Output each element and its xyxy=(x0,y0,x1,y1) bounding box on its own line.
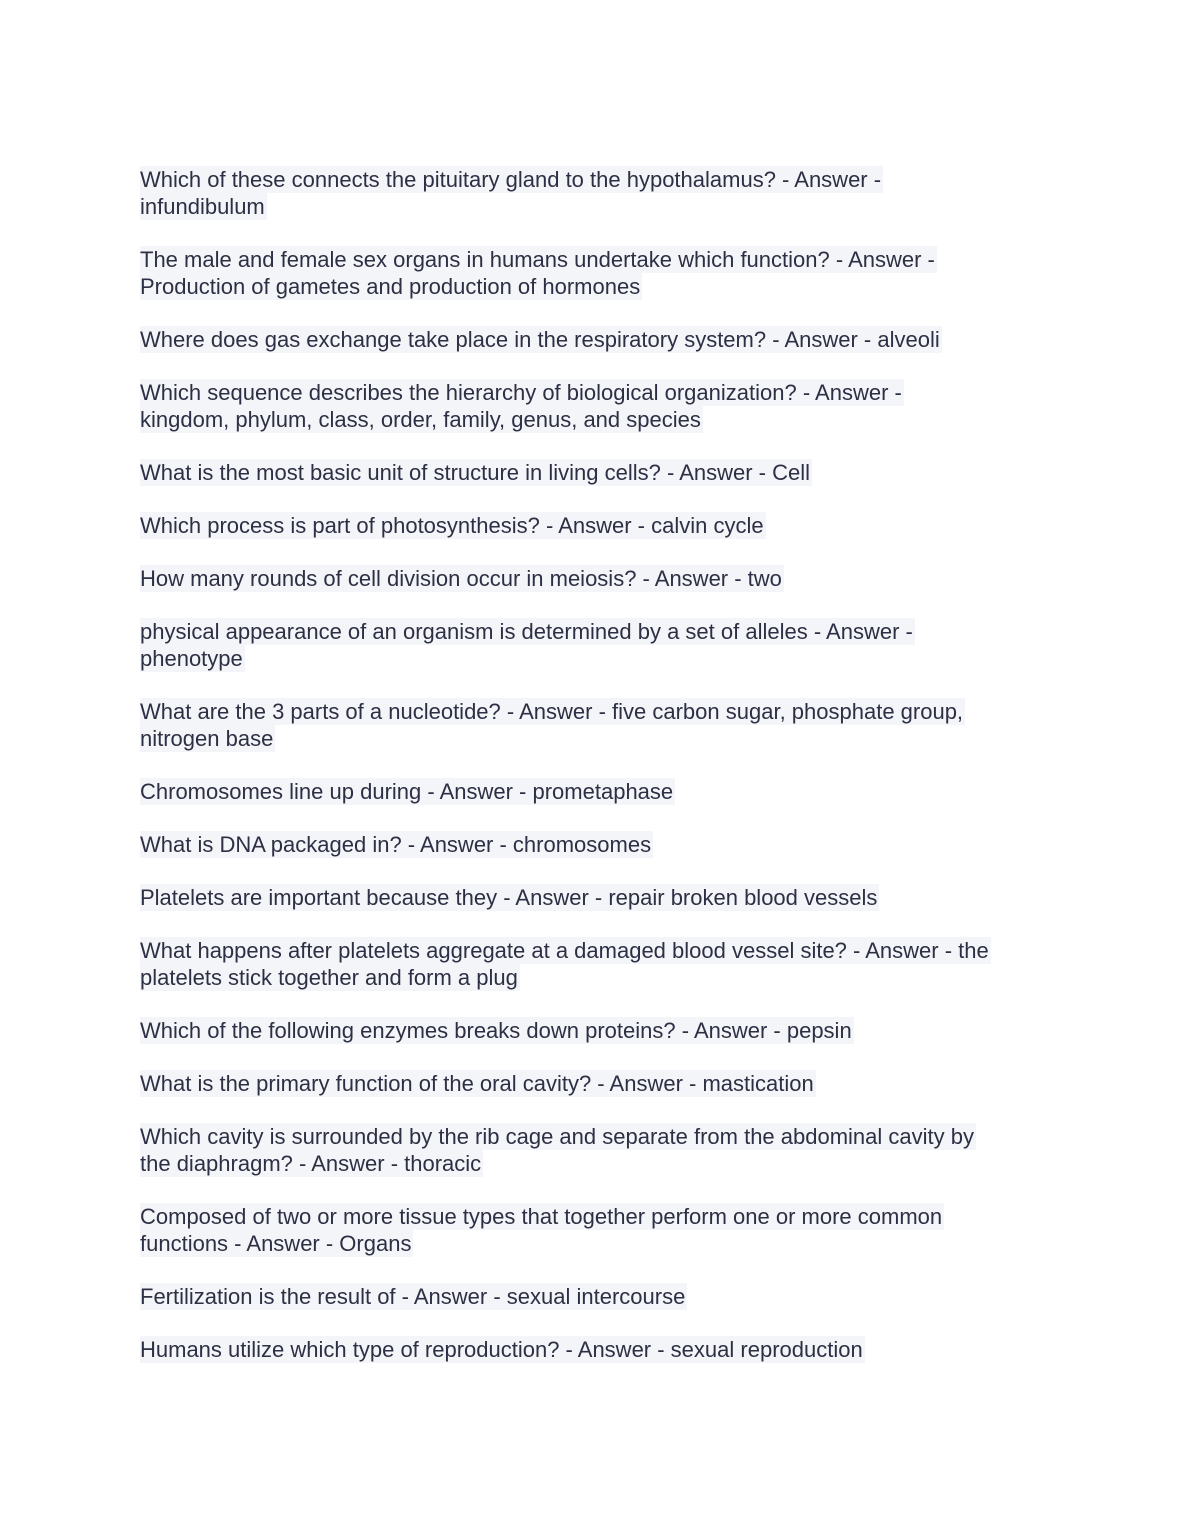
qa-text-line: Which cavity is surrounded by the rib cage and separate from the abdominal cavity by xyxy=(140,1124,974,1149)
qa-text-line: What is DNA packaged in? - Answer - chromosomes xyxy=(140,832,652,857)
qa-item xyxy=(140,1283,1050,1310)
qa-text-line: nitrogen base xyxy=(140,726,274,751)
qa-item xyxy=(140,1017,1050,1044)
qa-text-line: platelets stick together and form a plug xyxy=(140,965,518,990)
qa-item xyxy=(140,246,1050,300)
qa-text-line: What is the most basic unit of structure in living cells? - Answer - Cell xyxy=(140,460,811,485)
qa-text-line: functions - Answer - Organs xyxy=(140,1231,412,1256)
qa-text-line: Chromosomes line up during - Answer - prometaphase xyxy=(140,779,674,804)
qa-item xyxy=(140,831,1050,858)
qa-item xyxy=(140,565,1050,592)
qa-text-line: Which sequence describes the hierarchy of biological organization? - Answer - xyxy=(140,380,902,405)
qa-item xyxy=(140,937,1050,991)
qa-item xyxy=(140,618,1050,672)
qa-text-line: What happens after platelets aggregate at a damaged blood vessel site? - Answer - the xyxy=(140,938,989,963)
qa-text-line: Production of gametes and production of hormones xyxy=(140,274,641,299)
qa-item xyxy=(140,1070,1050,1097)
qa-item xyxy=(140,512,1050,539)
qa-item xyxy=(140,884,1050,911)
qa-text-line: Which process is part of photosynthesis? - Answer - calvin cycle xyxy=(140,513,764,538)
qa-text-line: Where does gas exchange take place in the respiratory system? - Answer - alveoli xyxy=(140,327,940,352)
qa-item xyxy=(140,1336,1050,1363)
qa-text-line: How many rounds of cell division occur in meiosis? - Answer - two xyxy=(140,566,782,591)
qa-text-line: What is the primary function of the oral cavity? - Answer - mastication xyxy=(140,1071,814,1096)
qa-text-line: the diaphragm? - Answer - thoracic xyxy=(140,1151,482,1176)
qa-item xyxy=(140,326,1050,353)
qa-text-line: phenotype xyxy=(140,646,243,671)
qa-list xyxy=(140,166,1050,1389)
qa-item xyxy=(140,778,1050,805)
qa-text-line: Fertilization is the result of - Answer - sexual intercourse xyxy=(140,1284,686,1309)
qa-item xyxy=(140,1123,1050,1177)
qa-item xyxy=(140,1203,1050,1257)
qa-text-line: Humans utilize which type of reproduction? - Answer - sexual reproduction xyxy=(140,1337,863,1362)
qa-text-line: What are the 3 parts of a nucleotide? - Answer - five carbon sugar, phosphate group, xyxy=(140,699,964,724)
qa-text-line: physical appearance of an organism is determined by a set of alleles - Answer - xyxy=(140,619,913,644)
qa-text-line: Which of these connects the pituitary gland to the hypothalamus? - Answer - xyxy=(140,167,882,192)
qa-item xyxy=(140,459,1050,486)
qa-item xyxy=(140,166,1050,220)
qa-text-line: infundibulum xyxy=(140,194,265,219)
qa-text-line: Which of the following enzymes breaks down proteins? - Answer - pepsin xyxy=(140,1018,852,1043)
qa-text-line: Platelets are important because they - Answer - repair broken blood vessels xyxy=(140,885,878,910)
qa-text-line: Composed of two or more tissue types that together perform one or more common xyxy=(140,1204,943,1229)
qa-item xyxy=(140,698,1050,752)
qa-item xyxy=(140,379,1050,433)
qa-text-line: kingdom, phylum, class, order, family, genus, and species xyxy=(140,407,701,432)
qa-text-line: The male and female sex organs in humans undertake which function? - Answer - xyxy=(140,247,935,272)
